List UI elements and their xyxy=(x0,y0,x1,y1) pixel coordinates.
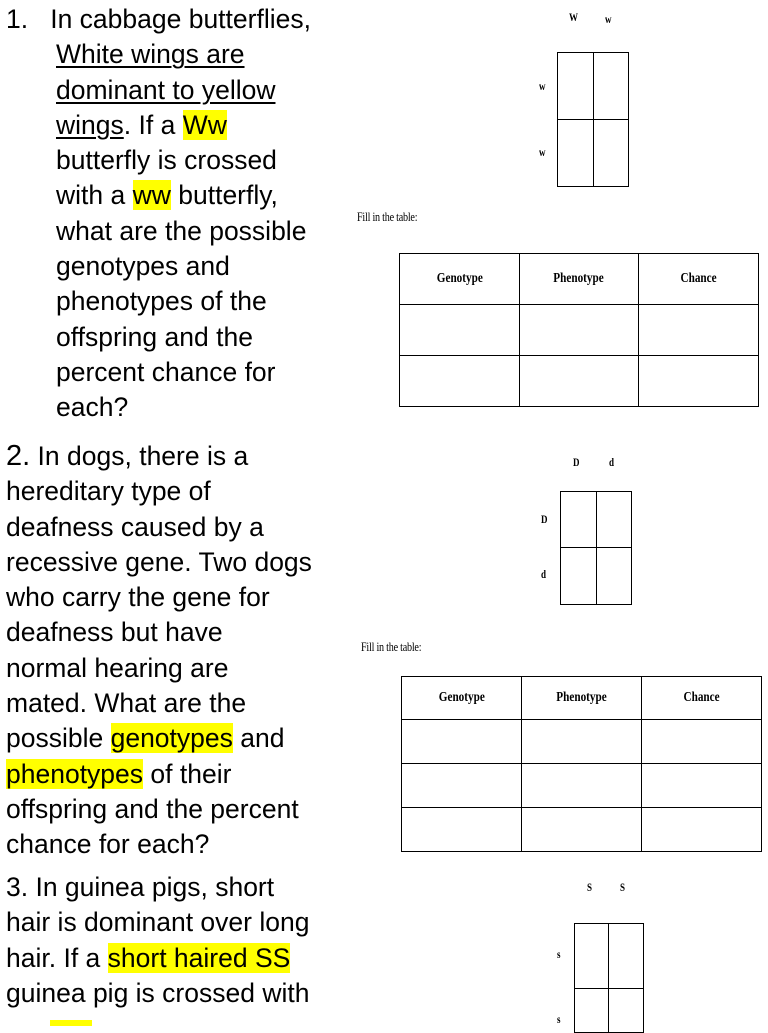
table-cell[interactable] xyxy=(519,305,639,356)
question-1-line: White wings are xyxy=(56,39,245,70)
table-cell[interactable] xyxy=(642,720,762,764)
table-cell[interactable] xyxy=(400,356,520,407)
header-phenotype: Phenotype xyxy=(519,254,639,305)
punnett-square-1 xyxy=(557,52,629,187)
question-2-line: 2. In dogs, there is a xyxy=(6,440,249,472)
fill-table-1 xyxy=(399,253,759,407)
fill-table-2 xyxy=(401,676,762,852)
header-genotype: Genotype xyxy=(402,677,522,720)
question-3-line: 3. In guinea pigs, short xyxy=(6,872,275,902)
table-cell[interactable] xyxy=(400,305,520,356)
table-cell[interactable] xyxy=(639,356,759,407)
question-1-number: 1. xyxy=(6,4,29,34)
punnett-3-top-allele: S xyxy=(587,880,593,894)
question-1-line: dominant to yellow xyxy=(56,74,276,105)
highlight-short-haired-SS: short haired SS xyxy=(107,942,291,973)
highlight-phenotypes: phenotypes xyxy=(6,758,144,789)
table-cell[interactable] xyxy=(642,808,762,852)
question-3-line: hair is dominant over long xyxy=(6,907,310,938)
highlight-genotypes: genotypes xyxy=(110,723,233,754)
question-1-line: wings. If a Ww xyxy=(56,109,227,140)
header-chance: Chance xyxy=(639,254,759,305)
fill-in-label: Fill in the table: xyxy=(357,209,418,224)
table-cell[interactable] xyxy=(639,305,759,356)
punnett-3-side-allele: s xyxy=(557,947,561,961)
question-1-line: genotypes and xyxy=(56,251,230,282)
table-cell[interactable] xyxy=(642,764,762,808)
question-1-line: phenotypes of the xyxy=(56,286,267,317)
question-2-line: recessive gene. Two dogs xyxy=(6,546,312,577)
table-cell[interactable] xyxy=(402,764,522,808)
punnett-3-side-allele: s xyxy=(557,1012,561,1026)
punnett-2-side-allele: d xyxy=(541,567,547,581)
punnett-1-top-allele: w xyxy=(605,12,612,26)
question-2-line: deafness caused by a xyxy=(6,511,264,542)
fill-in-label: Fill in the table: xyxy=(361,639,422,654)
question-2-line: phenotypes of their xyxy=(6,758,232,789)
highlight-Ww: Ww xyxy=(182,109,227,140)
punnett-2-top-allele: D xyxy=(573,455,580,469)
table-cell[interactable] xyxy=(402,808,522,852)
table-cell[interactable] xyxy=(402,720,522,764)
punnett-2-side-allele: D xyxy=(541,512,548,526)
question-3 xyxy=(6,870,309,1011)
question-1-line: butterfly is crossed xyxy=(56,145,277,176)
header-chance: Chance xyxy=(642,677,762,720)
question-3-line: hair. If a short haired SS xyxy=(6,942,291,973)
question-1-line: percent chance for xyxy=(56,356,276,387)
punnett-1-top-allele: W xyxy=(569,10,578,24)
question-2 xyxy=(6,439,312,863)
question-1-line: with a ww butterfly, xyxy=(56,180,278,211)
question-1-line: 1. In cabbage butterflies, xyxy=(6,4,311,34)
question-2-line: hereditary type of xyxy=(6,476,211,507)
header-phenotype: Phenotype xyxy=(522,677,642,720)
question-1 xyxy=(6,2,311,426)
question-1-line: what are the possible xyxy=(56,215,307,246)
table-cell[interactable] xyxy=(522,764,642,808)
question-2-line: mated. What are the xyxy=(6,688,247,719)
punnett-square-2 xyxy=(560,491,632,605)
question-2-line: possible genotypes and xyxy=(6,723,285,754)
highlight-ww: ww xyxy=(132,180,171,211)
question-2-line: deafness but have xyxy=(6,617,223,648)
header-genotype: Genotype xyxy=(400,254,520,305)
punnett-3-top-allele: S xyxy=(620,880,626,894)
punnett-1-side-allele: w xyxy=(539,145,546,159)
question-3-line: guinea pig is crossed with xyxy=(6,977,310,1008)
question-1-line: each? xyxy=(56,392,129,423)
table-cell[interactable] xyxy=(519,356,639,407)
question-2-line: normal hearing are xyxy=(6,652,229,683)
punnett-1-side-allele: w xyxy=(539,79,546,93)
table-cell[interactable] xyxy=(522,720,642,764)
question-2-line: offspring and the percent xyxy=(6,793,299,824)
table-cell[interactable] xyxy=(522,808,642,852)
punnett-2-top-allele: d xyxy=(609,455,615,469)
question-2-line: who carry the gene for xyxy=(6,582,270,613)
question-1-line: offspring and the xyxy=(56,321,253,352)
highlight-fragment xyxy=(50,1020,92,1026)
punnett-square-3 xyxy=(574,923,644,1033)
question-2-line: chance for each? xyxy=(6,829,210,860)
